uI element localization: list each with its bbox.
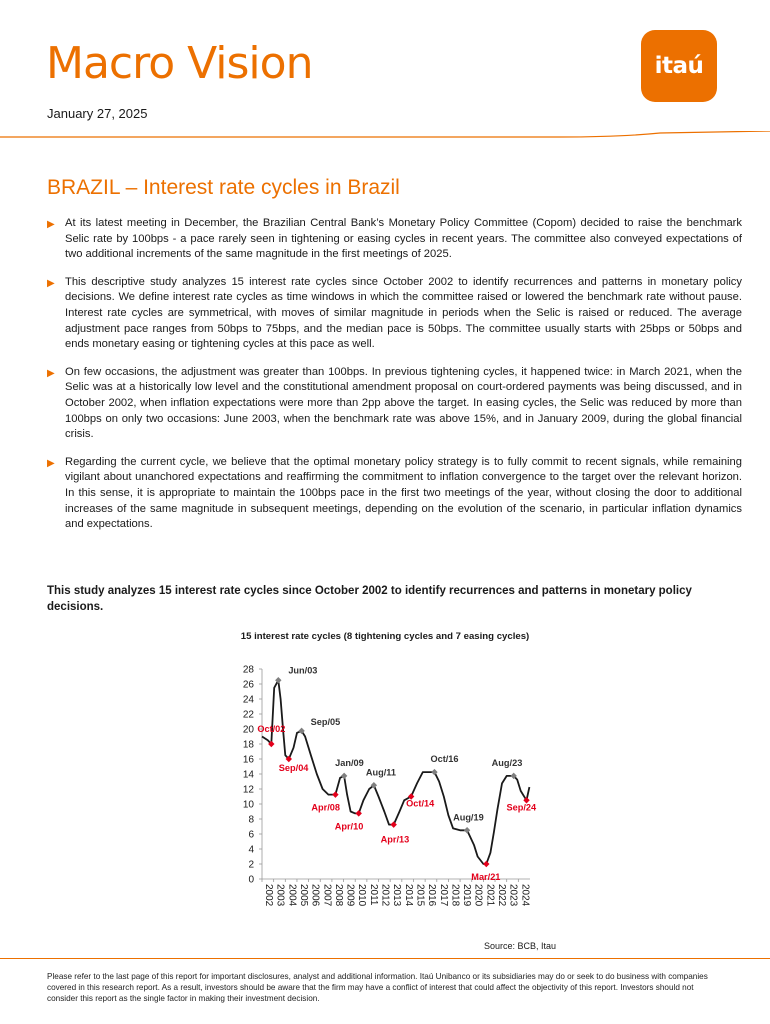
cycle-label: Aug/19 [453,812,484,823]
x-tick-label: 2010 [356,884,368,907]
y-tick-label: 10 [242,799,254,811]
study-note: This study analyzes 15 interest rate cycles since October 2002 to identify recurrences and patterns in monetary policy decisions. [47,585,692,613]
y-tick-label: 4 [248,844,254,856]
bullet-arrow-icon: ▶ [47,277,55,289]
cycle-label: Apr/08 [311,802,341,813]
x-tick-label: 2003 [274,884,286,907]
y-tick-label: 2 [248,859,254,871]
cycle-marker-peak [341,773,347,779]
x-tick-label: 2021 [484,884,496,907]
cycle-label: Oct/16 [430,754,459,765]
x-tick-label: 2004 [286,884,298,907]
y-tick-label: 18 [242,739,254,751]
cycle-label: Aug/11 [365,767,396,778]
x-tick-label: 2016 [426,884,438,907]
cycle-marker-trough [483,861,489,867]
cycle-label: Apr/10 [334,821,364,832]
bullet-arrow-icon: ▶ [47,367,55,379]
bullet-text: On few occasions, the adjustment was greater than 100bps. In previous tightening cycles, it happened twice: in March 2021, when the Selic was at a historically low level and the constitutional amendment proposal on court-ordered payments was being discussed, and in October 2002, when inflation expectations were more than 2pp above the target. In easing cycles, the Selic was reduced by more than 100bps on only two occasions: June 2003, when the benchmark rate was above 15%, and in January 2009, during the global financial crisis. [65,365,742,441]
x-tick-label: 2011 [367,884,379,906]
cycle-label: Jun/03 [288,665,318,676]
cycle-label: Sep/04 [278,763,309,773]
y-tick-label: 14 [242,769,254,781]
y-tick-label: 8 [248,814,254,826]
report-brand-title: Macro Vision [46,38,313,89]
x-tick-label: 2019 [461,884,473,907]
x-tick-label: 2017 [437,884,449,907]
bullet-arrow-icon: ▶ [47,219,55,230]
bullet-item [47,275,742,353]
bullet-arrow-icon: ▶ [47,457,55,469]
x-tick-label: 2024 [519,884,531,907]
x-tick-label: 2005 [297,884,309,907]
x-tick-label: 2008 [332,884,344,907]
x-tick-label: 2015 [414,884,426,907]
chart-title: 15 interest rate cycles (8 tightening cycles and 7 easing cycles) [240,631,530,642]
cycle-label: Jan/09 [335,757,364,768]
disclaimer: Please refer to the last page of this report for important disclosures, analyst and additional information. Itaú Unibanco or its subsidiaries may do or seek to do business with companies covered in this research report. As a result, investors should be aware that the firm may have a conflict of interest that could affect the objectivity of this report. Investors should not consider this report as the single factor in making their investment decision. [47,972,708,1003]
logo-text: itaú [654,53,704,79]
y-tick-label: 6 [248,829,254,841]
bullet-list [47,216,742,545]
x-tick-label: 2022 [496,884,508,907]
y-tick-label: 0 [248,874,254,886]
bullet-item [47,216,742,263]
cycle-marker-peak [464,827,470,833]
x-tick-label: 2012 [379,884,391,907]
section-title: BRAZIL – Interest rate cycles in Brazil [47,176,400,199]
y-tick-label: 16 [242,754,254,766]
bullet-text: At its latest meeting in December, the Brazilian Central Bank’s Monetary Policy Committee (Copom) decided to raise the benchmark Selic rate by 100bps - a pace rarely seen in tightening or easing cycles in recent years. The committee also conveyed expectations of two additional increments of the same magnitude in the first meetings of 2025. [65,217,742,261]
cycle-label: Aug/23 [491,757,523,768]
x-tick-label: 2013 [391,884,403,907]
y-tick-label: 28 [242,664,254,676]
bullet-item [47,365,742,443]
x-tick-label: 2018 [449,884,461,907]
cycle-marker-trough [390,821,396,827]
chart-source: Source: BCB, Itau [484,941,557,951]
report-date: January 27, 2025 [47,106,148,121]
x-tick-label: 2023 [507,884,519,907]
x-tick-label: 2009 [344,884,356,907]
y-tick-label: 12 [242,784,254,796]
x-tick-label: 2020 [472,884,484,907]
header-divider [0,131,770,138]
y-tick-label: 24 [242,694,254,706]
itau-logo [641,30,717,102]
cycle-label: Mar/21 [471,872,501,882]
cycle-label: Apr/13 [380,834,410,845]
cycle-marker-peak [275,677,281,683]
cycle-label: Sep/24 [506,802,537,813]
cycle-marker-trough [356,810,362,816]
x-tick-label: 2006 [309,884,321,907]
cycle-marker-peak [431,769,437,775]
bullet-item [47,455,742,533]
y-tick-label: 22 [242,709,254,721]
x-tick-label: 2014 [402,884,414,907]
y-tick-label: 26 [242,679,254,691]
cycle-marker-trough [332,791,338,797]
selic-line-chart [0,650,770,940]
x-tick-label: 2007 [321,884,333,907]
x-tick-label: 2002 [263,884,274,907]
bullet-text: This descriptive study analyzes 15 interest rate cycles since October 2002 to identify recurrences and patterns in monetary policy decisions. We define interest rate cycles as time windows in which the committee raised or lowered the benchmark rate without pause. Interest rate cycles are symmetrical, with moves of similar magnitude in periods when the Selic is raised or reduced. The average adjustment pace ranges from 50bps to 75bps, and the median pace is 50bps. The committee usually starts with 25bps or 50bps and ends monetary easing or tightening cycles at this pace as well. [65,275,742,351]
bullet-text: Regarding the current cycle, we believe that the optimal monetary policy strategy is to fully commit to recent signals, while remaining vigilant about unanchored expectations and reaffirming the commitment to inflation convergence to the target over the relevant horizon. In this sense, it is appropriate to maintain the 100bps pace in the first two meetings of the year, without closing the door to additional increases of the same magnitude in subsequent meetings, depending on the evolution of the scenario, in particular inflation dynamics and expectations. [65,455,742,531]
y-tick-label: 20 [242,724,254,736]
cycle-label: Oct/02 [257,724,286,734]
footer-divider [0,958,770,959]
cycle-label: Sep/05 [310,716,341,727]
cycle-label: Oct/14 [406,798,435,809]
